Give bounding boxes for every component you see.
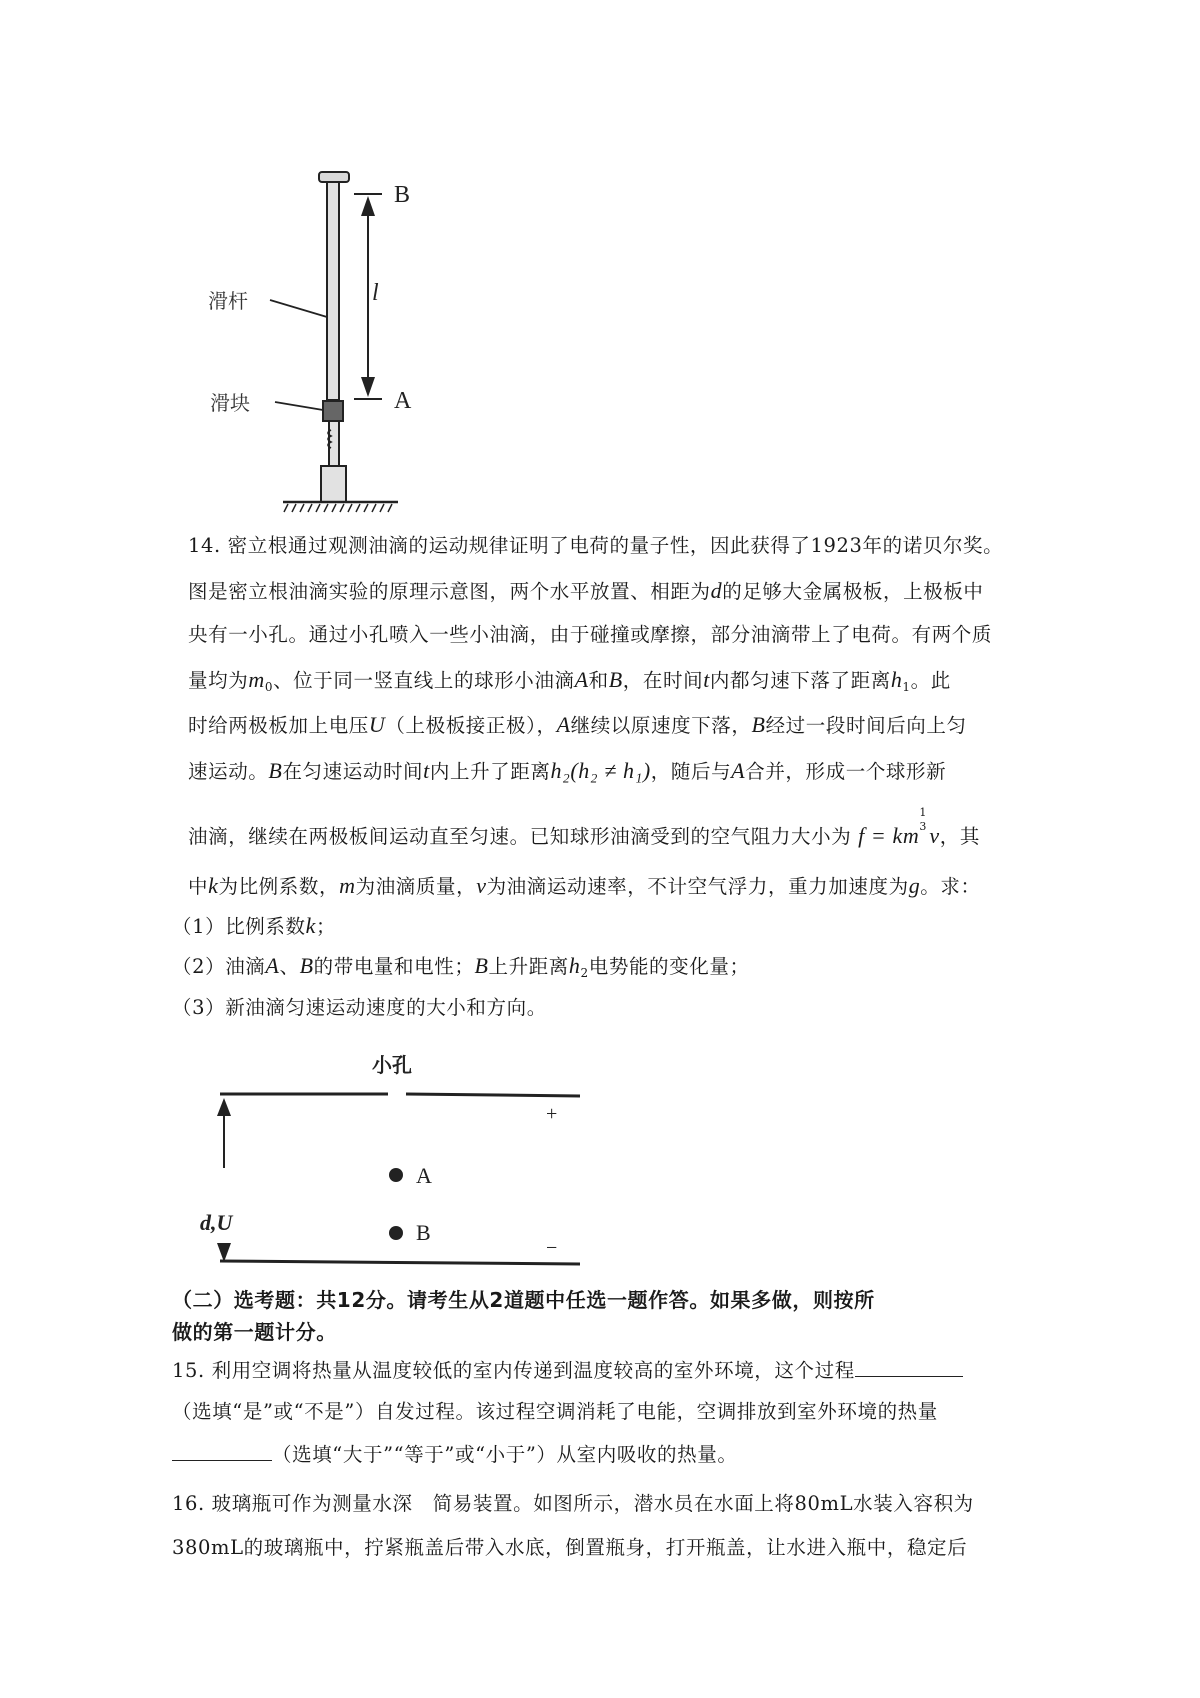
text-fragment: B (608, 667, 623, 692)
millikan-figure (170, 1040, 590, 1280)
text-fragment: 的带电量和电性； (313, 955, 475, 978)
text-fragment: A (574, 667, 589, 692)
q14-sub-2 (172, 952, 750, 987)
text-fragment: 1 (919, 806, 927, 819)
minus-sign: − (546, 1237, 558, 1259)
q14-line-5 (188, 711, 967, 740)
q14-sub-3 (172, 994, 547, 1022)
q16-line-2: 380mL的玻璃瓶中，拧紧瓶盖后带入水底，倒置瓶身，打开瓶盖，让水进入瓶中，稳定后 (172, 1536, 968, 1559)
text-fragment: 密立根通过观测油滴的运动规律证明了电荷的量子性，因此获得了1923年的诺贝尔奖。 (227, 534, 1004, 557)
text-fragment: ； (315, 915, 337, 938)
droplet-A (389, 1168, 403, 1182)
text-fragment: 央有一小孔。通过小孔喷入一些小油滴，由于碰撞或摩擦，部分油滴带上了电荷。有两个质 (188, 623, 993, 646)
label-rod: 滑杆 (208, 289, 248, 313)
text-fragment: m (248, 667, 265, 692)
text-fragment: （2）油滴 (172, 955, 266, 978)
text-fragment: 上升距离 (488, 955, 569, 978)
q14-line-6 (188, 757, 946, 786)
formula-drag: f = km (858, 823, 920, 848)
text-fragment: 内都匀速下落了距离 (709, 669, 891, 692)
text-fragment: m (339, 873, 356, 898)
text-fragment: 中 (188, 875, 209, 898)
text-fragment: h (568, 953, 581, 978)
text-fragment: 、 (279, 955, 300, 978)
text-fragment: U (368, 712, 386, 737)
q14-line-8 (188, 872, 981, 901)
q14-line-2 (188, 577, 984, 606)
text-fragment: v (929, 823, 940, 848)
label-l: l (372, 280, 379, 306)
q14-line-7 (188, 806, 980, 851)
q14-line-1 (188, 532, 1003, 560)
text-fragment: 。求： (920, 875, 981, 898)
answer-blank-1[interactable] (855, 1356, 963, 1377)
text-fragment: 为比例系数， (218, 875, 340, 898)
text-fragment: A (731, 758, 746, 783)
section-2-heading-line-2: 做的第一题计分。 (172, 1320, 337, 1344)
text-fragment: 速运动。 (188, 760, 269, 783)
text-fragment: 在匀速运动时间 (282, 760, 424, 783)
plus-sign: + (546, 1103, 558, 1125)
droplet-B (389, 1226, 403, 1240)
text-fragment: 14. (188, 534, 221, 557)
text-fragment: ，随后与 (650, 760, 732, 783)
text-fragment: ，在时间 (622, 669, 704, 692)
q15-line-3 (172, 1440, 737, 1469)
slide-rod-figure (180, 160, 440, 520)
text-fragment: B (751, 712, 766, 737)
text-fragment: g (908, 873, 921, 898)
q14-line-3 (188, 621, 992, 649)
label-A: A (394, 388, 412, 414)
text-fragment: （上极板接正极）， (385, 714, 557, 737)
rod-cap (319, 172, 349, 182)
droplet-B-label: B (416, 1220, 431, 1245)
exponent-fraction (919, 806, 929, 843)
text-fragment: 合并，形成一个球形新 (745, 760, 947, 783)
text-fragment: 内上升了距离 (429, 760, 551, 783)
upper-plate-right (406, 1094, 580, 1096)
text-fragment: 、位于同一竖直线上的球形小油滴 (273, 669, 575, 692)
text-fragment: k (208, 873, 219, 898)
q16-line-1: 16. 玻璃瓶可作为测量水深 简易装置。如图所示，潜水员在水面上将80mL水装入容积为 (172, 1492, 974, 1515)
text-fragment: 2 (580, 966, 589, 980)
text-fragment: 电势能的变化量； (588, 955, 750, 978)
text-fragment: 和 (588, 669, 609, 692)
text-fragment: 3 (919, 820, 927, 833)
text-fragment: （1）比例系数 (172, 915, 306, 938)
slide-rod (327, 182, 339, 400)
answer-blank-2[interactable] (172, 1440, 272, 1461)
text-fragment: A (556, 712, 571, 737)
text-fragment: ，其 (939, 825, 980, 848)
text-fragment: B (268, 758, 283, 783)
label-dU: d,U (200, 1210, 233, 1235)
label-B: B (394, 182, 411, 208)
label-block: 滑块 (210, 391, 250, 415)
text-fragment: 量均为 (188, 669, 249, 692)
q14-line-4 (188, 666, 951, 701)
text-fragment: k (305, 913, 316, 938)
text-fragment: 继续以原速度下落， (570, 714, 752, 737)
text-fragment: （3）新油滴匀速运动速度的大小和方向。 (172, 996, 547, 1019)
text-fragment: 15. 利用空调将热量从温度较低的室内传递到温度较高的室外环境，这个过程 (172, 1359, 855, 1382)
text-fragment: （选填“大于”“等于”或“小于”）从室内吸收的热量。 (272, 1443, 738, 1466)
q15-line-2: （选填“是”或“不是”）自发过程。该过程空调消耗了电能，空调排放到室外环境的热量 (172, 1400, 938, 1423)
droplet-A-label: A (416, 1163, 432, 1188)
text-fragment: 时给两极板加上电压 (188, 714, 369, 737)
text-fragment: 经过一段时间后向上匀 (765, 714, 967, 737)
section-2-heading-line-1: （二）选考题：共12分。请考生从2道题中任选一题作答。如果多做，则按所 (172, 1288, 875, 1312)
text-fragment: B (299, 953, 314, 978)
formula-h2: h₂(h₂ ≠ h₁) (550, 758, 651, 783)
q14-sub-1 (172, 912, 336, 941)
text-fragment: 0 (264, 680, 274, 694)
text-fragment: v (476, 873, 487, 898)
text-fragment: A (265, 953, 280, 978)
text-fragment: 为油滴运动速率，不计空气浮力，重力加速度为 (486, 875, 909, 898)
text-fragment: 图是密立根油滴实验的原理示意图，两个水平放置、相距为 (188, 580, 711, 603)
text-fragment: 为油滴质量， (355, 875, 477, 898)
hole-label: 小孔 (372, 1053, 412, 1077)
text-fragment: 油滴，继续在两极板间运动直至匀速。已知球形油滴受到的空气阻力大小为 (188, 825, 852, 848)
text-fragment: 1 (902, 680, 911, 694)
text-fragment: 。此 (910, 669, 951, 692)
text-fragment: B (474, 953, 489, 978)
q15-line-1 (172, 1356, 963, 1385)
text-fragment: t (423, 758, 430, 783)
text-fragment: d (710, 578, 723, 603)
slide-block (323, 401, 343, 421)
text-fragment: 的足够大金属极板，上极板中 (722, 580, 984, 603)
text-fragment: h (890, 667, 903, 692)
text-fragment: t (703, 667, 710, 692)
lower-plate (220, 1261, 580, 1264)
